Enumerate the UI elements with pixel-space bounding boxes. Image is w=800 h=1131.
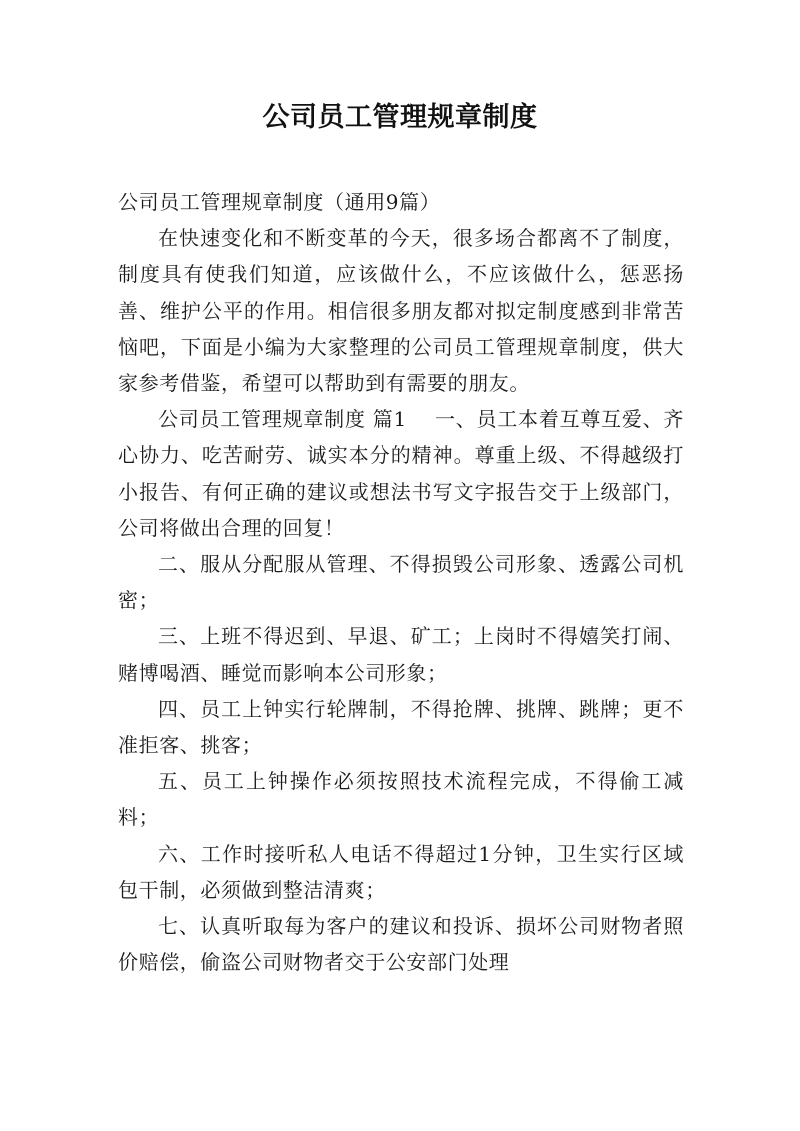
document-body [118,184,684,980]
intro-paragraph: 在快速变化和不断变革的今天，很多场合都离不了制度，制度具有使我们知道，应该做什么，不应该做什么，惩恶扬善、维护公平的作用。相信很多朋友都对拟定制度感到非常苦恼吧，下面是小编为大家整理的公司员工管理规章制度，供大家参考借鉴，希望可以帮助到有需要的朋友。 [118,226,684,396]
rule-item: 五、员工上钟操作必须按照技术流程完成，不得偷工减料； [118,769,684,830]
rule-item: 二、服从分配服从管理、不得损毁公司形象、透露公司机密； [118,552,684,613]
rule-item: 三、上班不得迟到、早退、矿工；上岗时不得嬉笑打闹、赌博喝酒、睡觉而影响本公司形象； [118,624,684,685]
rule-item: 六、工作时接听私人电话不得超过1分钟，卫生实行区域包干制，必须做到整洁清爽； [118,841,684,902]
section-heading: 公司员工管理规章制度 篇1 [158,407,407,432]
rule-item: 一、员工本着互尊互爱、齐心协力、吃苦耐劳、诚实本分的精神。尊重上级、不得越级打小报告、有何正确的建议或想法书写文字报告交于上级部门，公司将做出合理的回复！ [118,407,684,540]
rule-item: 七、认真听取每为客户的建议和投诉、损坏公司财物者照价赔偿，偷盗公司财物者交于公安部门处理 [118,914,684,975]
section-1-paragraph [118,401,684,546]
rule-item: 四、员工上钟实行轮牌制，不得抢牌、挑牌、跳牌；更不准拒客、挑客； [118,696,684,758]
document-title: 公司员工管理规章制度 [262,102,538,133]
document-subtitle: 公司员工管理规章制度（通用9篇） [118,190,441,214]
